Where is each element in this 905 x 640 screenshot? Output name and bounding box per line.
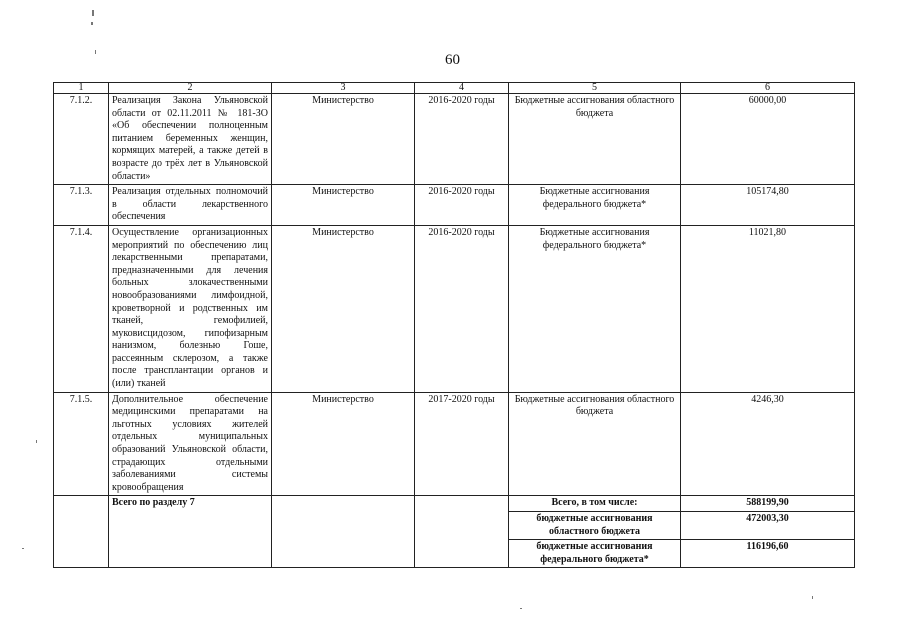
- column-header: 3: [272, 83, 415, 94]
- budget-table: [53, 82, 855, 568]
- row-source: Бюджетные ассигнования федерального бюджета*: [509, 225, 681, 392]
- row-amount: 105174,80: [681, 185, 855, 226]
- header-row: [54, 83, 855, 94]
- scan-speck: [36, 440, 37, 443]
- column-header: 6: [681, 83, 855, 94]
- row-executor: Министерство: [272, 225, 415, 392]
- column-header: 1: [54, 83, 109, 94]
- table-row: [54, 392, 855, 496]
- table-row: [54, 225, 855, 392]
- scan-speck: [95, 50, 96, 54]
- row-amount: 11021,80: [681, 225, 855, 392]
- column-header: 2: [109, 83, 272, 94]
- scan-speck: [92, 10, 94, 16]
- summary-regional-amount: 472003,30: [681, 512, 855, 540]
- table-row: [54, 185, 855, 226]
- row-description: Осуществление организационных мероприятий по обеспечению лиц лекарственными препаратами, предназначенными для лечения больных злокачественными новообразованиями лимфоидной, кроветворной и родственных им тканей, гемофилией, муковисцидозом, гипофизарным нанизмом, болезнью Гоше, рассеянным склерозом, а также после трансплантации органов и (или) тканей: [109, 225, 272, 392]
- summary-empty-cell: [54, 496, 109, 568]
- scan-speck: [520, 608, 522, 609]
- summary-label: Всего по разделу 7: [109, 496, 272, 568]
- summary-empty-cell: [272, 496, 415, 568]
- row-period: 2017-2020 годы: [415, 392, 509, 496]
- row-period: 2016-2020 годы: [415, 94, 509, 185]
- page-number: 60: [445, 52, 460, 68]
- summary-total-label: Всего, в том числе:: [509, 496, 681, 512]
- row-description: Дополнительное обеспечение медицинскими препаратами на льготных условиях жителей отдельных муниципальных образований Ульяновской области, страдающих отдельными заболеваниями системы кровообращения: [109, 392, 272, 496]
- row-executor: Министерство: [272, 94, 415, 185]
- summary-regional-label: бюджетные ассигнования областного бюджета: [509, 512, 681, 540]
- row-amount: 60000,00: [681, 94, 855, 185]
- row-description: Реализация отдельных полномочий в области лекарственного обеспечения: [109, 185, 272, 226]
- row-number: 7.1.5.: [54, 392, 109, 496]
- row-source: Бюджетные ассигнования областного бюджета: [509, 392, 681, 496]
- row-amount: 4246,30: [681, 392, 855, 496]
- row-description: Реализация Закона Ульяновской области от 02.11.2011 № 181-ЗО «Об обеспечении полноценным питанием беременных женщин, кормящих матерей, а также детей в возрасте до трёх лет в Ульяновской области»: [109, 94, 272, 185]
- summary-row: [54, 496, 855, 512]
- column-header: 4: [415, 83, 509, 94]
- row-period: 2016-2020 годы: [415, 185, 509, 226]
- row-number: 7.1.4.: [54, 225, 109, 392]
- table-row: [54, 94, 855, 185]
- column-header: 5: [509, 83, 681, 94]
- row-number: 7.1.3.: [54, 185, 109, 226]
- summary-empty-cell: [415, 496, 509, 568]
- summary-total-amount: 588199,90: [681, 496, 855, 512]
- row-source: Бюджетные ассигнования областного бюджета: [509, 94, 681, 185]
- row-executor: Министерство: [272, 185, 415, 226]
- scan-speck: [22, 548, 24, 549]
- row-executor: Министерство: [272, 392, 415, 496]
- summary-federal-label: бюджетные ассигнования федерального бюджета*: [509, 540, 681, 568]
- scan-speck: [812, 596, 813, 599]
- row-number: 7.1.2.: [54, 94, 109, 185]
- row-period: 2016-2020 годы: [415, 225, 509, 392]
- summary-federal-amount: 116196,60: [681, 540, 855, 568]
- row-source: Бюджетные ассигнования федерального бюджета*: [509, 185, 681, 226]
- scan-speck: [91, 22, 93, 25]
